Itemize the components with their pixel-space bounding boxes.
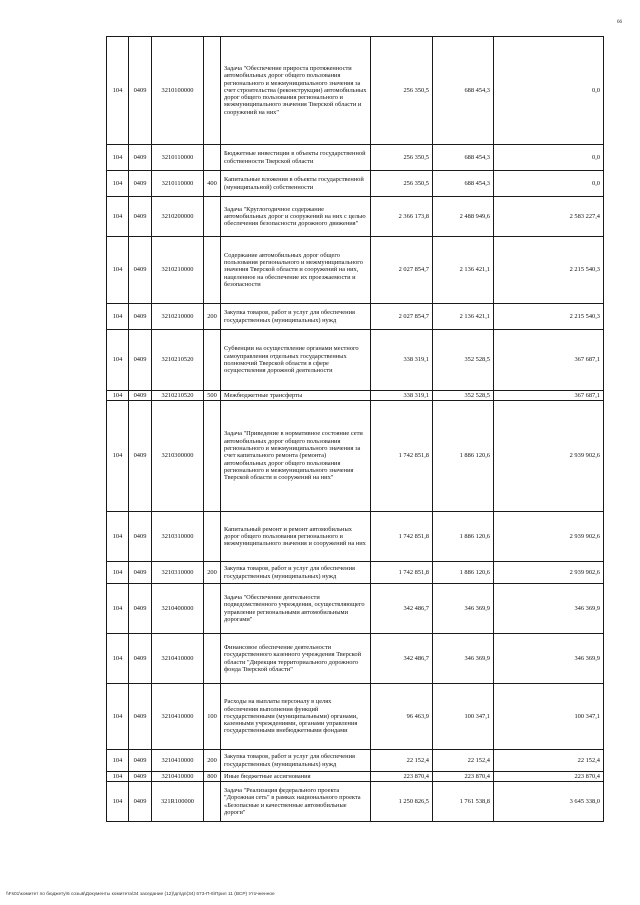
amount-year2-cell: 1 886 120,6 <box>433 512 494 562</box>
expense-type-cell: 500 <box>204 391 221 401</box>
item-name-cell: Субвенции на осуществление органами местного самоуправления отдельных государственных полномочий Тверской области в сфере осуществления дорожной деятельности <box>221 330 371 391</box>
amount-year3-cell: 22 152,4 <box>494 750 604 772</box>
amount-year2-cell: 1 761 538,8 <box>433 782 494 822</box>
item-name-cell: Закупка товаров, работ и услуг для обеспечения государственных (муниципальных) нужд <box>221 304 371 330</box>
article-code-cell: 3210210520 <box>152 391 204 401</box>
amount-year1-cell: 256 350,5 <box>371 145 433 171</box>
amount-year1-cell: 256 350,5 <box>371 37 433 145</box>
table-row <box>107 562 604 584</box>
section-code-cell: 104 <box>107 782 129 822</box>
article-code-cell: 3210210000 <box>152 237 204 304</box>
section-code-cell: 104 <box>107 512 129 562</box>
table-row <box>107 391 604 401</box>
subsection-code-cell: 0409 <box>129 391 152 401</box>
section-code-cell: 104 <box>107 237 129 304</box>
item-name-cell: Бюджетные инвестиции в объекты государственной собственности Тверской области <box>221 145 371 171</box>
amount-year2-cell: 1 886 120,6 <box>433 562 494 584</box>
amount-year3-cell: 2 939 902,6 <box>494 401 604 512</box>
table-row <box>107 750 604 772</box>
item-name-cell: Расходы на выплаты персоналу в целях обеспечения выполнения функций государственными (муниципальными) органами, казенными учреждениями, органами управления государственными внебюджетными фондами <box>221 684 371 750</box>
item-name-cell: Задача "Приведение в нормативное состояние сети автомобильных дорог общего пользования регионального и межмуниципального значения за счет капитального ремонта (ремонта) автомобильных дорог общего пользования регионального и межмуниципального значения Тверской области и сооружений на них" <box>221 401 371 512</box>
article-code-cell: 3210110000 <box>152 145 204 171</box>
item-name-cell: Закупка товаров, работ и услуг для обеспечения государственных (муниципальных) нужд <box>221 750 371 772</box>
amount-year3-cell: 2 939 902,6 <box>494 512 604 562</box>
section-code-cell: 104 <box>107 584 129 634</box>
section-code-cell: 104 <box>107 330 129 391</box>
item-name-cell: Финансовое обеспечение деятельности государственного казенного учреждения Тверской области "Дирекция территориального дорожного фонда Тверской области" <box>221 634 371 684</box>
section-code-cell: 104 <box>107 145 129 171</box>
subsection-code-cell: 0409 <box>129 512 152 562</box>
amount-year3-cell: 0,0 <box>494 37 604 145</box>
amount-year3-cell: 2 215 540,3 <box>494 237 604 304</box>
section-code-cell: 104 <box>107 391 129 401</box>
item-name-cell: Межбюджетные трансферты <box>221 391 371 401</box>
expense-type-cell <box>204 782 221 822</box>
item-name-cell: Иные бюджетные ассигнования <box>221 772 371 782</box>
subsection-code-cell: 0409 <box>129 772 152 782</box>
section-code-cell: 104 <box>107 197 129 237</box>
expense-type-cell <box>204 330 221 391</box>
amount-year3-cell: 100 347,1 <box>494 684 604 750</box>
article-code-cell: 3210300000 <box>152 401 204 512</box>
table-row <box>107 684 604 750</box>
amount-year3-cell: 367 687,1 <box>494 330 604 391</box>
amount-year1-cell: 1 250 826,5 <box>371 782 433 822</box>
expense-type-cell: 400 <box>204 171 221 197</box>
amount-year3-cell: 2 939 902,6 <box>494 562 604 584</box>
expense-type-cell <box>204 584 221 634</box>
section-code-cell: 104 <box>107 684 129 750</box>
table-row <box>107 634 604 684</box>
item-name-cell: Капитальный ремонт и ремонт автомобильных дорог общего пользования регионального и межмуниципального значения и сооружений на них <box>221 512 371 562</box>
subsection-code-cell: 0409 <box>129 401 152 512</box>
amount-year3-cell: 346 369,9 <box>494 634 604 684</box>
article-code-cell: 3210410000 <box>152 750 204 772</box>
amount-year1-cell: 342 486,7 <box>371 634 433 684</box>
expense-type-cell: 200 <box>204 562 221 584</box>
article-code-cell: 3210110000 <box>152 171 204 197</box>
amount-year3-cell: 3 645 338,0 <box>494 782 604 822</box>
expense-type-cell <box>204 145 221 171</box>
page-number: 66 <box>617 20 622 25</box>
subsection-code-cell: 0409 <box>129 304 152 330</box>
expense-type-cell <box>204 401 221 512</box>
amount-year1-cell: 2 027 854,7 <box>371 237 433 304</box>
amount-year3-cell: 2 215 540,3 <box>494 304 604 330</box>
table-row <box>107 330 604 391</box>
amount-year1-cell: 342 486,7 <box>371 584 433 634</box>
file-path-footer: \\Fs01\комитет по бюджету\6 созыв\Документы комитета\34 заседание (12)\дп\дп(34) 673-П-6\Прил 11 (ВСР) Уточненное <box>6 892 275 897</box>
article-code-cell: 3210410000 <box>152 772 204 782</box>
amount-year1-cell: 1 742 851,8 <box>371 562 433 584</box>
amount-year3-cell: 0,0 <box>494 171 604 197</box>
subsection-code-cell: 0409 <box>129 37 152 145</box>
table-row <box>107 401 604 512</box>
item-name-cell: Задача "Обеспечение прироста протяженности автомобильных дорог общего пользования регионального и межмуниципального значения за счет строительства (реконструкции) автомобильных дорог общего пользования регионального и межмуниципального значения Тверской области и сооружений на них" <box>221 37 371 145</box>
amount-year1-cell: 1 742 851,8 <box>371 401 433 512</box>
subsection-code-cell: 0409 <box>129 562 152 584</box>
section-code-cell: 104 <box>107 304 129 330</box>
amount-year2-cell: 688 454,3 <box>433 145 494 171</box>
amount-year2-cell: 346 369,9 <box>433 634 494 684</box>
subsection-code-cell: 0409 <box>129 197 152 237</box>
amount-year2-cell: 346 369,9 <box>433 584 494 634</box>
table-row <box>107 145 604 171</box>
amount-year1-cell: 2 366 173,8 <box>371 197 433 237</box>
amount-year2-cell: 100 347,1 <box>433 684 494 750</box>
article-code-cell: 3210100000 <box>152 37 204 145</box>
expense-type-cell: 100 <box>204 684 221 750</box>
amount-year3-cell: 346 369,9 <box>494 584 604 634</box>
article-code-cell: 3210410000 <box>152 634 204 684</box>
amount-year2-cell: 688 454,3 <box>433 37 494 145</box>
expense-type-cell: 200 <box>204 750 221 772</box>
amount-year1-cell: 223 870,4 <box>371 772 433 782</box>
section-code-cell: 104 <box>107 37 129 145</box>
amount-year2-cell: 2 136 421,1 <box>433 237 494 304</box>
article-code-cell: 3210200000 <box>152 197 204 237</box>
subsection-code-cell: 0409 <box>129 684 152 750</box>
section-code-cell: 104 <box>107 562 129 584</box>
subsection-code-cell: 0409 <box>129 330 152 391</box>
article-code-cell: 3210400000 <box>152 584 204 634</box>
article-code-cell: 3210210000 <box>152 304 204 330</box>
table-row <box>107 512 604 562</box>
article-code-cell: 3210310000 <box>152 512 204 562</box>
subsection-code-cell: 0409 <box>129 634 152 684</box>
subsection-code-cell: 0409 <box>129 145 152 171</box>
amount-year1-cell: 338 319,1 <box>371 391 433 401</box>
amount-year3-cell: 2 583 227,4 <box>494 197 604 237</box>
amount-year3-cell: 0,0 <box>494 145 604 171</box>
amount-year3-cell: 223 870,4 <box>494 772 604 782</box>
table-body <box>107 37 604 822</box>
amount-year2-cell: 352 528,5 <box>433 330 494 391</box>
section-code-cell: 104 <box>107 171 129 197</box>
article-code-cell: 321R100000 <box>152 782 204 822</box>
amount-year1-cell: 2 027 854,7 <box>371 304 433 330</box>
amount-year1-cell: 338 319,1 <box>371 330 433 391</box>
expense-type-cell <box>204 634 221 684</box>
subsection-code-cell: 0409 <box>129 584 152 634</box>
table-row <box>107 237 604 304</box>
item-name-cell: Задача "Реализация федерального проекта "Дорожная сеть" в рамках национального проекта «Безопасные и качественные автомобильные дороги" <box>221 782 371 822</box>
amount-year3-cell: 367 687,1 <box>494 391 604 401</box>
item-name-cell: Содержание автомобильных дорог общего пользования регионального и межмуниципального значения Тверской области и сооружений на них, нацеленное на обеспечение их проезжаемости и безопасности <box>221 237 371 304</box>
subsection-code-cell: 0409 <box>129 171 152 197</box>
expense-type-cell <box>204 197 221 237</box>
expense-type-cell: 800 <box>204 772 221 782</box>
amount-year2-cell: 352 528,5 <box>433 391 494 401</box>
item-name-cell: Капитальные вложения в объекты государственной (муниципальной) собственности <box>221 171 371 197</box>
table-row <box>107 782 604 822</box>
subsection-code-cell: 0409 <box>129 782 152 822</box>
table-row <box>107 37 604 145</box>
article-code-cell: 3210310000 <box>152 562 204 584</box>
table-row <box>107 197 604 237</box>
table-row <box>107 304 604 330</box>
amount-year2-cell: 223 870,4 <box>433 772 494 782</box>
item-name-cell: Задача "Круглогодичное содержание автомобильных дорог и сооружений на них с целью обеспечения безопасности дорожного движения" <box>221 197 371 237</box>
section-code-cell: 104 <box>107 634 129 684</box>
amount-year2-cell: 688 454,3 <box>433 171 494 197</box>
item-name-cell: Задача "Обеспечение деятельности подведомственного учреждения, осуществляющего управление региональными автомобильными дорогами" <box>221 584 371 634</box>
table-row <box>107 772 604 782</box>
section-code-cell: 104 <box>107 401 129 512</box>
expense-type-cell <box>204 237 221 304</box>
expense-type-cell <box>204 37 221 145</box>
amount-year1-cell: 256 350,5 <box>371 171 433 197</box>
amount-year2-cell: 1 886 120,6 <box>433 401 494 512</box>
item-name-cell: Закупка товаров, работ и услуг для обеспечения государственных (муниципальных) нужд <box>221 562 371 584</box>
section-code-cell: 104 <box>107 772 129 782</box>
table-row <box>107 171 604 197</box>
amount-year2-cell: 22 152,4 <box>433 750 494 772</box>
amount-year1-cell: 96 463,9 <box>371 684 433 750</box>
article-code-cell: 3210410000 <box>152 684 204 750</box>
amount-year1-cell: 22 152,4 <box>371 750 433 772</box>
expense-type-cell: 200 <box>204 304 221 330</box>
expense-type-cell <box>204 512 221 562</box>
subsection-code-cell: 0409 <box>129 750 152 772</box>
budget-table <box>106 36 604 822</box>
subsection-code-cell: 0409 <box>129 237 152 304</box>
section-code-cell: 104 <box>107 750 129 772</box>
table-row <box>107 584 604 634</box>
amount-year2-cell: 2 488 949,6 <box>433 197 494 237</box>
article-code-cell: 3210210520 <box>152 330 204 391</box>
amount-year1-cell: 1 742 851,8 <box>371 512 433 562</box>
amount-year2-cell: 2 136 421,1 <box>433 304 494 330</box>
